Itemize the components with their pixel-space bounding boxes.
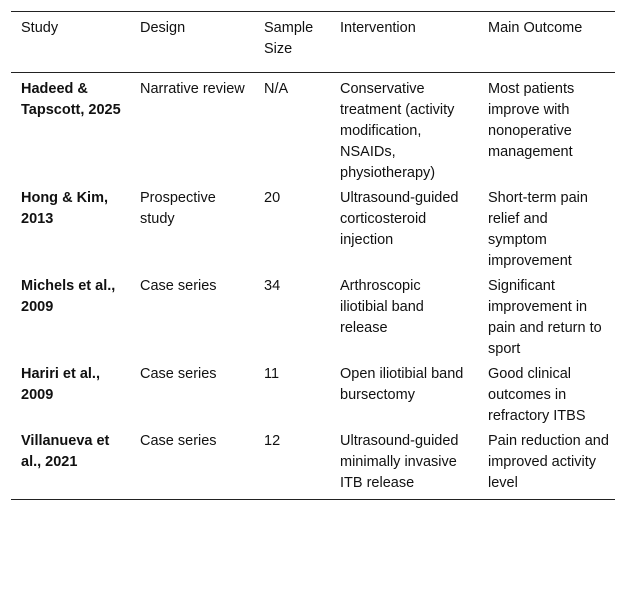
cell-design: Case series	[140, 433, 217, 449]
cell-study: Michels et al., 2009	[21, 278, 116, 315]
studies-table	[11, 11, 615, 500]
cell-outcome: Most patients improve with nonoperative management	[488, 81, 575, 160]
cell-outcome: Short-term pain relief and symptom improvement	[488, 190, 588, 269]
cell-study: Hadeed & Tapscott, 2025	[21, 81, 121, 118]
header-study: Study	[21, 20, 59, 36]
table-header-row	[11, 12, 615, 73]
table-row	[11, 73, 615, 187]
cell-outcome: Good clinical outcomes in refractory ITBS	[488, 366, 586, 424]
table-row	[11, 362, 615, 429]
cell-sample-size: 20	[264, 190, 281, 206]
cell-intervention: Ultrasound-guided minimally invasive ITB release	[340, 433, 459, 491]
header-design: Design	[140, 20, 186, 36]
cell-sample-size: N/A	[264, 81, 289, 97]
cell-design: Narrative review	[140, 81, 245, 97]
cell-intervention: Ultrasound-guided corticosteroid injection	[340, 190, 459, 248]
table-row	[11, 274, 615, 362]
cell-design: Case series	[140, 278, 217, 294]
header-intervention: Intervention	[340, 20, 416, 36]
cell-outcome: Pain reduction and improved activity level	[488, 433, 609, 491]
cell-study: Hariri et al., 2009	[21, 366, 100, 403]
cell-sample-size: 11	[264, 366, 280, 382]
cell-design: Prospective study	[140, 190, 216, 227]
cell-intervention: Conservative treatment (activity modification, NSAIDs, physiotherapy)	[340, 81, 455, 181]
cell-outcome: Significant improvement in pain and return to sport	[488, 278, 602, 357]
table-row	[11, 186, 615, 274]
header-main-outcome: Main Outcome	[488, 20, 583, 36]
cell-sample-size: 12	[264, 433, 281, 449]
cell-design: Case series	[140, 366, 217, 382]
cell-intervention: Arthroscopic iliotibial band release	[340, 278, 424, 336]
cell-study: Villanueva et al., 2021	[21, 433, 110, 470]
table-row	[11, 429, 615, 500]
header-sample-size: Sample Size	[264, 20, 314, 57]
cell-sample-size: 34	[264, 278, 281, 294]
cell-intervention: Open iliotibial band bursectomy	[340, 366, 464, 403]
cell-study: Hong & Kim, 2013	[21, 190, 108, 227]
studies-table-container	[11, 11, 615, 500]
